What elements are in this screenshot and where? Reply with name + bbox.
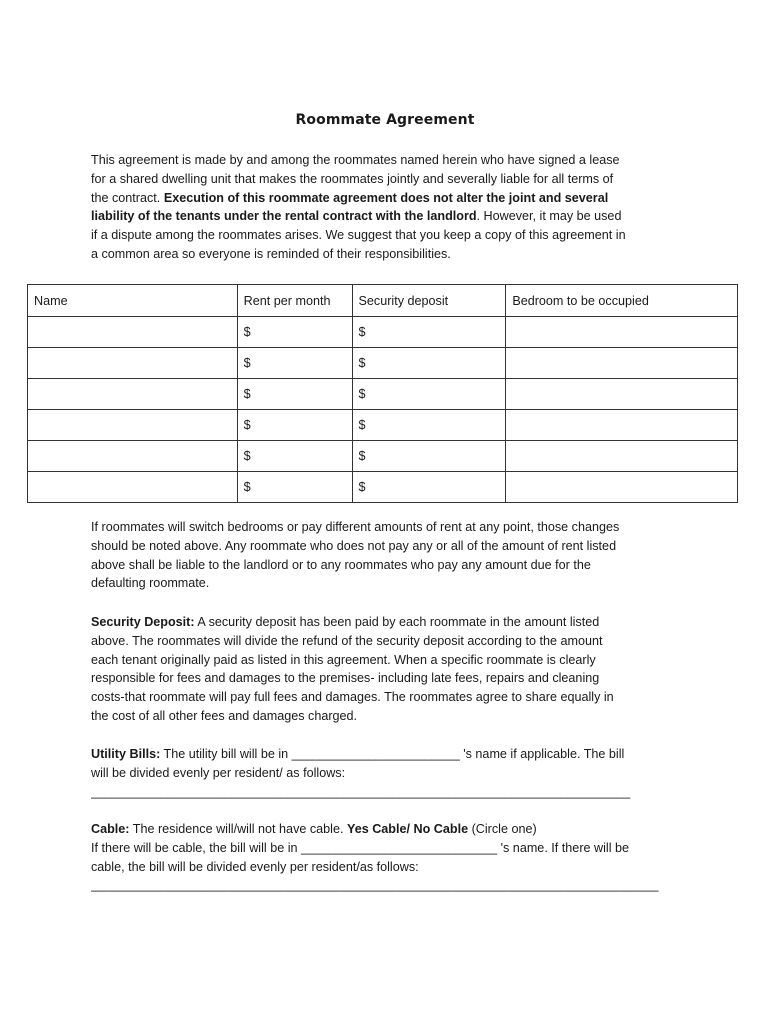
intro-bold-1: Execution of this roommate agreement does not alter the joint and several bbox=[163, 190, 609, 205]
cell-bedroom[interactable] bbox=[506, 317, 738, 348]
cell-rent[interactable]: $ bbox=[237, 379, 352, 410]
cable-line-1-mid: The residence will/will not have cable. bbox=[129, 822, 347, 836]
utility-line-1 bbox=[91, 745, 691, 764]
cell-deposit[interactable]: $ bbox=[352, 317, 506, 348]
cell-bedroom[interactable] bbox=[506, 348, 738, 379]
intro-line-4 bbox=[91, 207, 691, 226]
cell-rent[interactable]: $ bbox=[237, 441, 352, 472]
cell-rent[interactable]: $ bbox=[237, 410, 352, 441]
utility-fill-line[interactable]: _____________________________________________________________________________ bbox=[91, 784, 631, 799]
cell-name[interactable] bbox=[28, 317, 238, 348]
intro-bold-2: liability of the tenants under the rental contract with the landlord bbox=[91, 209, 477, 224]
deposit-line-2: above. The roommates will divide the refund of the security deposit according to the amount bbox=[91, 633, 603, 648]
table-row bbox=[28, 472, 738, 503]
cable-line-1 bbox=[91, 820, 691, 839]
security-deposit-paragraph bbox=[91, 613, 691, 726]
table-row bbox=[28, 317, 738, 348]
cable-fill-line[interactable]: _________________________________________________________________________________ bbox=[91, 878, 659, 893]
intro-paragraph bbox=[91, 151, 691, 264]
deposit-line-1 bbox=[91, 613, 691, 632]
cable-yes-no: Yes Cable/ No Cable bbox=[346, 822, 469, 836]
roommate-table bbox=[27, 284, 738, 503]
cell-bedroom[interactable] bbox=[506, 441, 738, 472]
cell-deposit[interactable]: $ bbox=[352, 410, 506, 441]
table-header-row bbox=[28, 285, 738, 317]
table-row bbox=[28, 441, 738, 472]
cell-bedroom[interactable] bbox=[506, 379, 738, 410]
header-rent: Rent per month bbox=[237, 285, 352, 317]
cable-paragraph bbox=[91, 820, 691, 895]
cell-name[interactable] bbox=[28, 472, 238, 503]
switch-paragraph bbox=[91, 518, 691, 593]
deposit-line-3: each tenant originally paid as listed in this agreement. When a specific roommate is clearly bbox=[91, 652, 596, 667]
switch-line-3: above shall be liable to the landlord or to any roommates who pay any amount due for the bbox=[91, 557, 591, 572]
cell-name[interactable] bbox=[28, 410, 238, 441]
cell-bedroom[interactable] bbox=[506, 472, 738, 503]
deposit-line-4: responsible for fees and damages to the premises- including late fees, repairs and cleaning bbox=[91, 671, 600, 686]
cell-name[interactable] bbox=[28, 379, 238, 410]
table-row bbox=[28, 379, 738, 410]
cable-line-2: If there will be cable, the bill will be in ____________________________ 's name. If there will be bbox=[91, 840, 630, 855]
cable-label: Cable: bbox=[91, 822, 130, 836]
deposit-line-1-rest: A security deposit has been paid by each roommate in the amount listed bbox=[194, 615, 600, 629]
utility-line-1-rest: The utility bill will be in ________________________ 's name if applicable. The bill bbox=[160, 747, 625, 761]
intro-line-1: This agreement is made by and among the roommates named herein who have signed a lease bbox=[91, 153, 620, 167]
header-name: Name bbox=[28, 285, 238, 317]
intro-line-5: if a dispute among the roommates arises. We suggest that you keep a copy of this agreement in bbox=[91, 228, 626, 243]
intro-line-6: a common area so everyone is reminded of their responsibilities. bbox=[91, 246, 451, 261]
cable-circle-note: (Circle one) bbox=[468, 822, 537, 836]
intro-line-3 bbox=[91, 189, 691, 208]
intro-line-4-rest: . However, it may be used bbox=[476, 209, 622, 224]
utility-label: Utility Bills: bbox=[91, 747, 161, 761]
table-row bbox=[28, 410, 738, 441]
deposit-line-6: the cost of all other fees and damages charged. bbox=[91, 708, 358, 723]
cell-deposit[interactable]: $ bbox=[352, 379, 506, 410]
header-deposit: Security deposit bbox=[352, 285, 506, 317]
intro-line-3-plain: the contract. bbox=[91, 190, 164, 205]
header-bedroom: Bedroom to be occupied bbox=[506, 285, 738, 317]
cell-rent[interactable]: $ bbox=[237, 472, 352, 503]
cell-deposit[interactable]: $ bbox=[352, 472, 506, 503]
page-title: Roommate Agreement bbox=[295, 112, 475, 128]
utility-line-2: will be divided evenly per resident/ as follows: bbox=[91, 765, 346, 780]
cell-name[interactable] bbox=[28, 348, 238, 379]
switch-line-4: defaulting roommate. bbox=[91, 576, 210, 591]
cell-name[interactable] bbox=[28, 441, 238, 472]
cell-deposit[interactable]: $ bbox=[352, 348, 506, 379]
table-row bbox=[28, 348, 738, 379]
intro-line-2: for a shared dwelling unit that makes the roommates jointly and severally liable for all terms of bbox=[91, 171, 614, 186]
cell-deposit[interactable]: $ bbox=[352, 441, 506, 472]
switch-line-1: If roommates will switch bedrooms or pay different amounts of rent at any point, those changes bbox=[91, 520, 620, 534]
cell-rent[interactable]: $ bbox=[237, 348, 352, 379]
deposit-line-5: costs-that roommate will pay full fees and damages. The roommates agree to share equally in bbox=[91, 690, 614, 705]
utility-bills-paragraph bbox=[91, 745, 691, 801]
cell-rent[interactable]: $ bbox=[237, 317, 352, 348]
cell-bedroom[interactable] bbox=[506, 410, 738, 441]
cable-line-3: cable, the bill will be divided evenly per resident/as follows: bbox=[91, 859, 419, 874]
deposit-label: Security Deposit: bbox=[91, 615, 195, 629]
switch-line-2: should be noted above. Any roommate who does not pay any or all of the amount of rent listed bbox=[91, 538, 617, 553]
